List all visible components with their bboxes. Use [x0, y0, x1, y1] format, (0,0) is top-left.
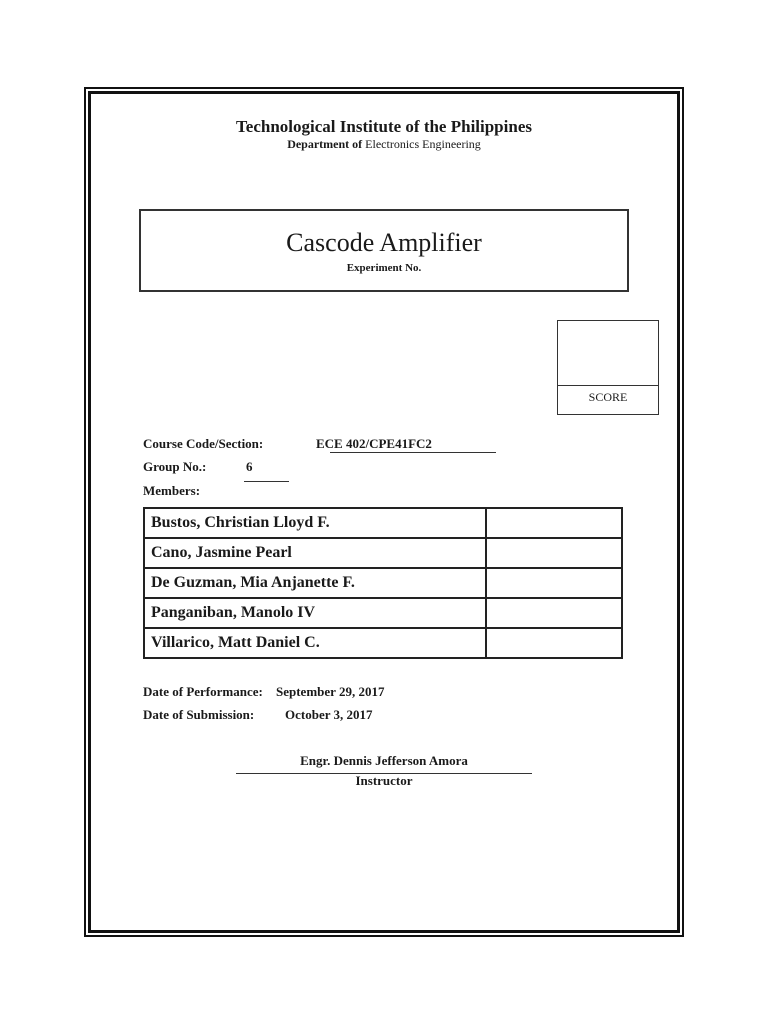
experiment-number-label: Experiment No.	[346, 262, 422, 274]
members-table	[143, 507, 623, 659]
member-name: Villarico, Matt Daniel C.	[144, 628, 486, 658]
member-signature-cell	[486, 628, 622, 658]
group-number-value: 6	[246, 459, 253, 474]
instructor-name: Engr. Dennis Jefferson Amora	[300, 753, 468, 768]
score-label: SCORE	[588, 390, 628, 404]
table-row	[144, 598, 622, 628]
table-row	[144, 538, 622, 568]
table-row	[144, 628, 622, 658]
department-name: Electronics Engineering	[365, 137, 481, 151]
table-row	[144, 508, 622, 538]
member-signature-cell	[486, 538, 622, 568]
course-code-underline	[330, 452, 496, 453]
member-name: Panganiban, Manolo IV	[144, 598, 486, 628]
course-code-label: Course Code/Section:	[143, 436, 264, 451]
institution-name: Technological Institute of the Philippines	[236, 117, 532, 136]
members-label: Members:	[143, 483, 201, 498]
submission-date-value: October 3, 2017	[285, 707, 373, 722]
submission-date-label: Date of Submission:	[143, 707, 255, 722]
member-name: Cano, Jasmine Pearl	[144, 538, 486, 568]
member-signature-cell	[486, 508, 622, 538]
score-divider	[557, 385, 659, 386]
member-signature-cell	[486, 598, 622, 628]
member-name: Bustos, Christian Lloyd F.	[144, 508, 486, 538]
group-number-underline	[244, 481, 289, 482]
performance-date-label: Date of Performance:	[143, 684, 263, 699]
group-number-label: Group No.:	[143, 459, 207, 474]
instructor-title: Instructor	[355, 773, 413, 788]
experiment-title: Cascode Amplifier	[286, 228, 482, 257]
course-code-value: ECE 402/CPE41FC2	[316, 436, 432, 451]
department-prefix: Department of	[287, 137, 363, 151]
department-line	[88, 137, 680, 152]
member-signature-cell	[486, 568, 622, 598]
table-row	[144, 568, 622, 598]
performance-date-value: September 29, 2017	[276, 684, 385, 699]
member-name: De Guzman, Mia Anjanette F.	[144, 568, 486, 598]
